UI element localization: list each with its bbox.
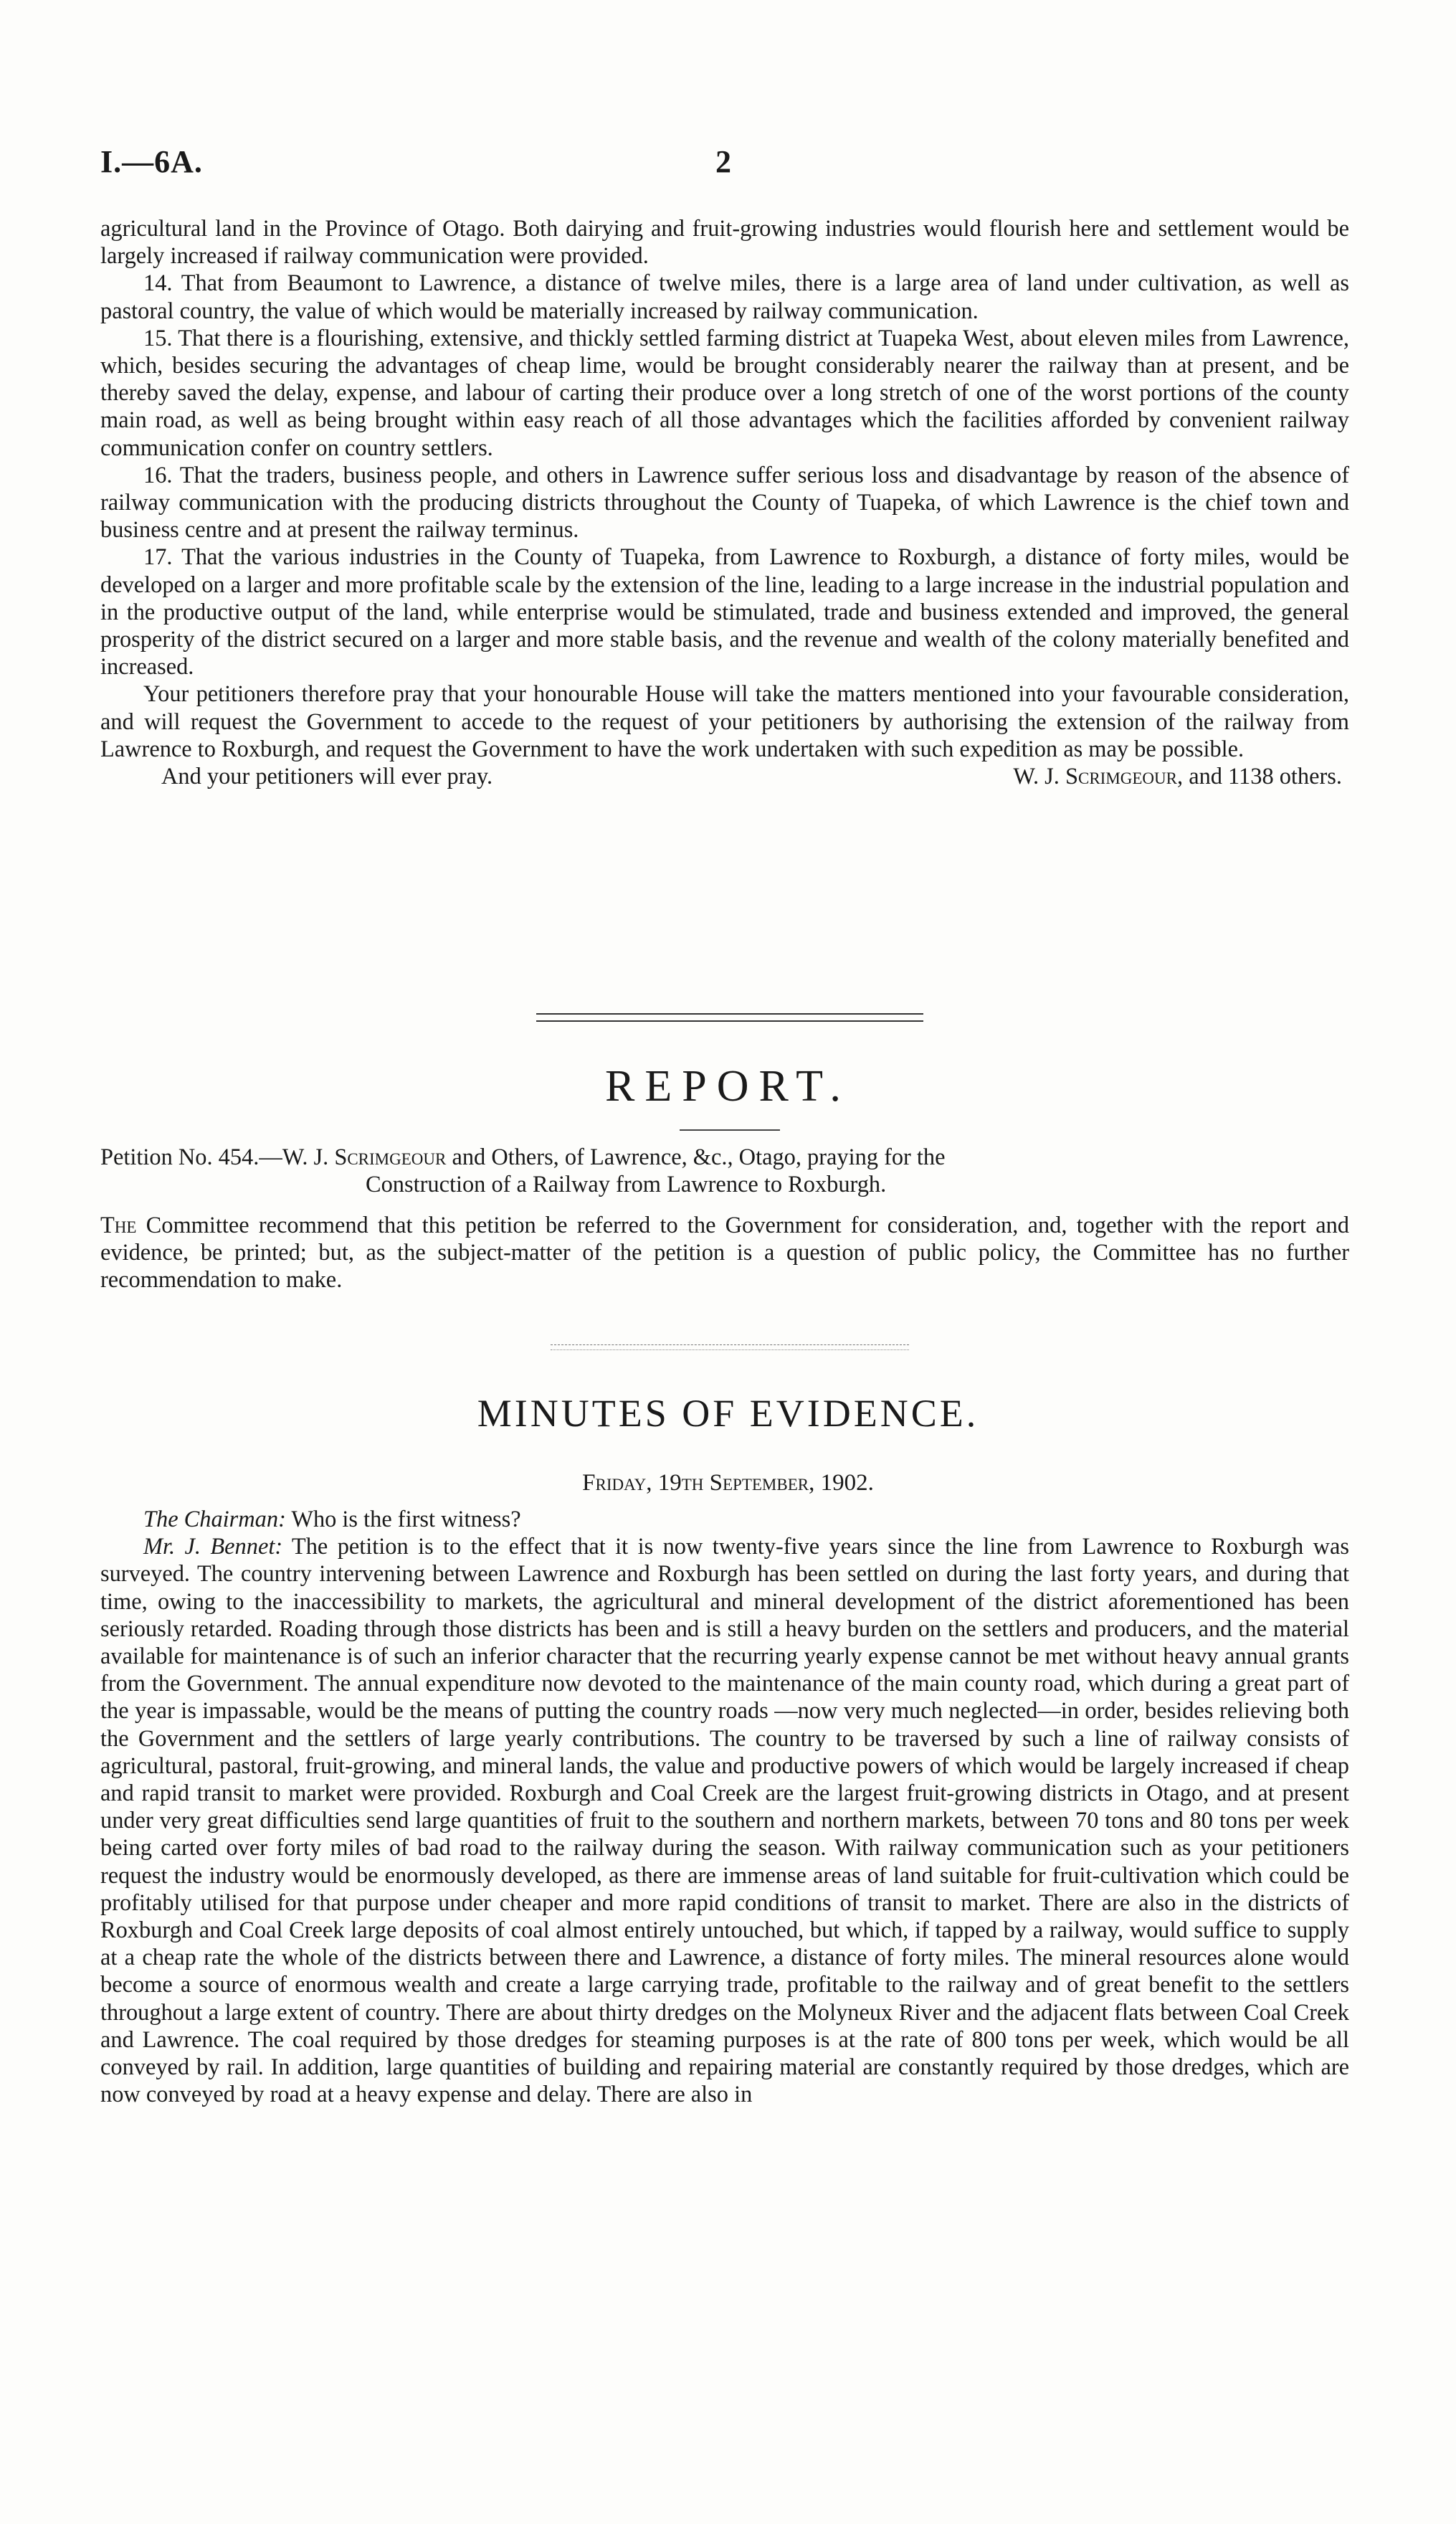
minutes-date: Friday, 19th September, 1902. bbox=[582, 1470, 874, 1496]
report-underline bbox=[680, 1129, 780, 1131]
signatory-count: , and 1138 others. bbox=[1177, 764, 1342, 790]
chairman-question: The Chairman: Who is the first witness? bbox=[143, 1507, 521, 1532]
parliamentary-reference: I.—6A. bbox=[100, 144, 203, 179]
petition-paragraph-16: 16. That the traders, business people, and others in Lawrence suffer serious loss and disadvantage by reason of the absence of railway communication with the producing districts throughout the County of Tuapeka, of which Lawrence is the chief town and business centre and at present the railway terminus. bbox=[100, 462, 1349, 544]
speaker-chairman: The Chairman: bbox=[143, 1507, 286, 1532]
report-petition-title bbox=[100, 1144, 1349, 1198]
signatory-name: W. J. Scrimgeour bbox=[1013, 764, 1177, 790]
petition-paragraph-15: 15. That there is a flourishing, extensive, and thickly settled farming district at Tuapeka West, about eleven miles from Lawrence, which, besides securing the advantages of cheap lime, would be brought considerably nearer the railway than at present, and be thereby saved the delay, expense, and labour of carting their produce over a long stretch of one of the worst portions of the county main road, as well as being brought within easy reach of all those advantages which the facilities afforded by convenient railway communication confer on country settlers. bbox=[100, 325, 1349, 461]
report-petition-line-1: Petition No. 454.—W. J. Scrimgeour and Others, of Lawrence, &c., Otago, praying for the bbox=[100, 1144, 946, 1170]
report-petitioner-name: Scrimgeour bbox=[334, 1144, 447, 1170]
report-recommendation bbox=[100, 1212, 1349, 1294]
bennet-evidence: Mr. J. Bennet: The petition is to the effect that it is now twenty-five years since the line from Lawrence to Roxburgh was surveyed. The country intervening between Lawrence and Roxburgh has been settled on during the last forty years, and during that time, owing to the inaccessibility to markets, the agricultural and mineral development of the district aforementioned has been seriously retarded. Roading through those districts has been and is still a heavy burden on the settlers and producers, and the material available for maintenance is of such an inferior character that the recurring yearly expense cannot be met without heavy annual grants from the Government. The annual expenditure now devoted to the maintenance of the main county road, which during a great part of the year is impassable, would be the means of putting the country roads —now very much neglected—in order, besides relieving both the Government and the settlers of large yearly contributions. The country to be traversed by such a line of railway consists of agricultural, pastoral, fruit-growing, and mineral lands, the value and productive powers of which would be largely increased if cheap and rapid transit to market were provided. Roxburgh and Coal Creek are the largest fruit-growing districts in Otago, and at present under very great difficulties send large quantities of fruit to the southern and northern markets, between 70 tons and 80 tons per week being carted over forty miles of bad road to the railway during the season. With railway communication such as your petitioners request the industry would be enormously developed, as there are immense areas of land suitable for fruit-cultivation which could be profitably utilised for that purpose under cheaper and more rapid conditions of transit to market. There are also in the districts of Roxburgh and Coal Creek large deposits of coal almost entirely untouched, but which, if tapped by a railway, would suffice to supply at a cheap rate the whole of the districts between there and Lawrence, a distance of forty miles. The mineral resources alone would become a source of enormous wealth and create a large carrying trade, profitable to the railway and of great benefit to the settlers throughout a large extent of country. There are about thirty dredges on the Molyneux River and the adjacent flats between Coal Creek and Lawrence. The coal required by those dredges for steaming purposes is at the rate of 800 tons per week, which would be all conveyed by rail. In addition, large quantities of building and repairing material are constantly required by those dredges, which are now conveyed by road at a heavy expense and delay. There are also in bbox=[100, 1534, 1349, 2108]
report-lead-word: The bbox=[100, 1213, 137, 1238]
section-divider-dotted bbox=[551, 1344, 909, 1350]
petition-text bbox=[100, 215, 1349, 790]
petition-signature-line bbox=[100, 763, 1349, 790]
minutes-heading: MINUTES OF EVIDENCE. bbox=[477, 1392, 979, 1435]
section-divider-double bbox=[536, 1013, 923, 1022]
petition-closing: And your petitioners will ever pray. bbox=[161, 764, 493, 790]
page-number: 2 bbox=[715, 144, 731, 179]
speaker-bennet: Mr. J. Bennet: bbox=[143, 1534, 283, 1560]
petition-paragraph-17: 17. That the various industries in the County of Tuapeka, from Lawrence to Roxburgh, a distance of forty miles, would be developed on a larger and more profitable scale by the extension of the line, leading to a large increase in the industrial population and in the productive output of the land, while enterprise would be stimulated, trade and business extended and improved, the general prosperity of the district secured on a larger and more stable basis, and the revenue and wealth of the colony materially benefited and increased. bbox=[100, 544, 1349, 680]
petition-prayer: Your petitioners therefore pray that your honourable House will take the matters mentioned into your favourable consideration, and will request the Government to accede to the request of your petitioners by authorising the extension of the railway from Lawrence to Roxburgh, and request the Government to have the work undertaken with such expedition as may be possible. bbox=[100, 681, 1349, 762]
petition-paragraph-14: 14. That from Beaumont to Lawrence, a distance of twelve miles, there is a large area of land under cultivation, as well as pastoral country, the value of which would be materially increased by railway communication. bbox=[100, 270, 1349, 324]
petition-paragraph: agricultural land in the Province of Otago. Both dairying and fruit-growing industries would flourish here and settlement would be largely increased if railway communication were provided. bbox=[100, 216, 1349, 270]
minutes-body bbox=[100, 1506, 1349, 2108]
report-body bbox=[100, 1212, 1349, 1294]
report-recommendation-text: Committee recommend that this petition be referred to the Government for consideration, and, together with the report and evidence, be printed; but, as the subject-matter of the petition is a question of public policy, the Committee has no further recommendation to make. bbox=[100, 1213, 1349, 1294]
petition-signature bbox=[1013, 763, 1342, 790]
report-petition-line-2: Construction of a Railway from Lawrence to Roxburgh. bbox=[366, 1172, 887, 1198]
report-heading: REPORT. bbox=[605, 1062, 851, 1111]
